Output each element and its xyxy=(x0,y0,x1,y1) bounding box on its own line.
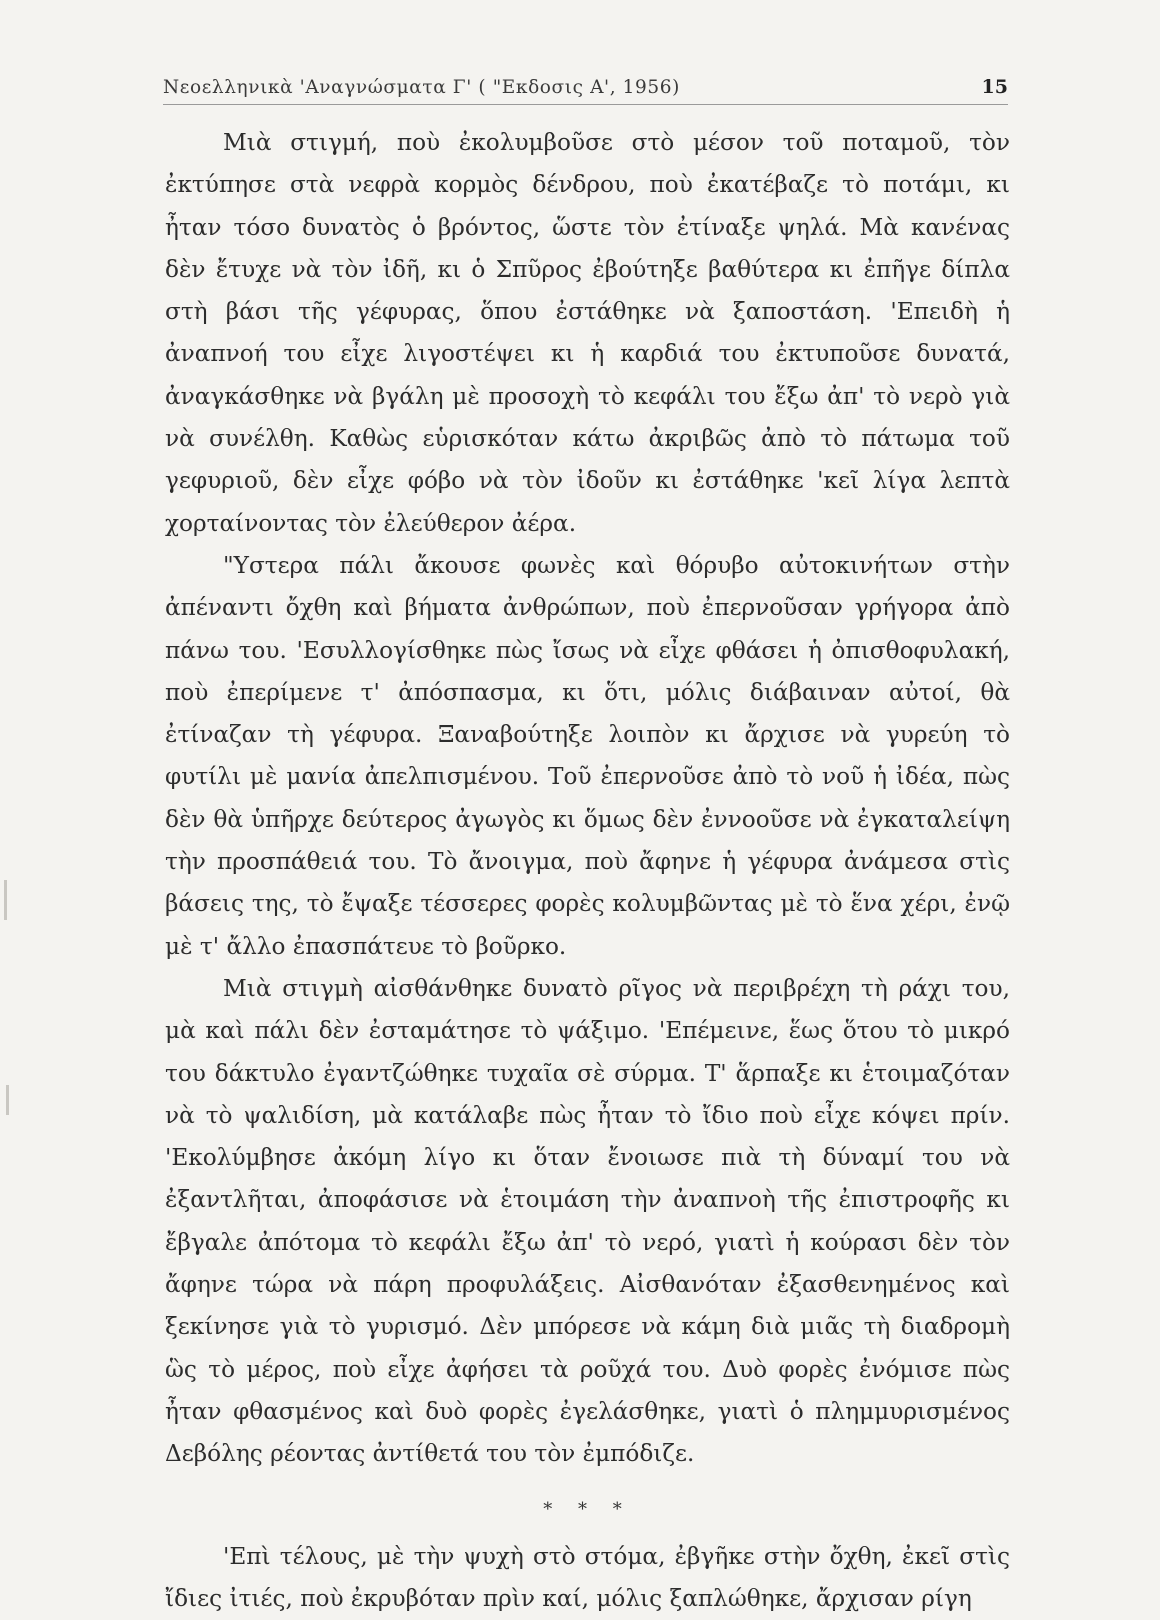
body-text xyxy=(165,122,1010,1620)
paragraph-3: Μιὰ στιγμὴ αἰσθάνθηκε δυνατὸ ρῖγος νὰ περιβρέχη τὴ ράχι του, μὰ καὶ πάλι δὲν ἐσταμάτησε τὸ ψάξιμο. 'Επέμεινε, ἕως ὅτου τὸ μικρό του δάκτυλο ἐγαντζώθηκε τυχαῖα σὲ σύρμα. Τ' ἅρπαξε κι ἑτοιμαζόταν νὰ τὸ ψαλιδίση, μὰ κατάλαβε πὼς ἦταν τὸ ἴδιο ποὺ εἶχε κόψει πρίν. 'Εκολύμβησε ἀκόμη λίγο κι ὅταν ἔνοιωσε πιὰ τὴ δύναμί του νὰ ἐξαντλῆται, ἀποφάσισε νὰ ἑτοιμάση τὴν ἀναπνοὴ τῆς ἐπιστροφῆς κι ἔβγαλε ἀπότομα τὸ κεφάλι ἔξω ἀπ' τὸ νερό, γιατὶ ἡ κούρασι δὲν τὸν ἄφηνε τώρα νὰ πάρη προφυλάξεις. Αἰσθανόταν ἐξασθενημένος καὶ ξεκίνησε γιὰ τὸ γυρισμό. Δὲν μπόρεσε νὰ κάμη διὰ μιᾶς τὴ διαδρομὴ ὣς τὸ μέρος, ποὺ εἶχε ἀφήσει τὰ ροῦχά του. Δυὸ φορὲς ἐνόμισε πὼς ἦταν φθασμένος καὶ δυὸ φορὲς ἐγελάσθηκε, γιατὶ ὁ πλημμυρισμένος Δεβόλης ρέοντας ἀντίθετά του τὸν ἐμπόδιζε. xyxy=(165,968,1010,1476)
scan-edge-mark xyxy=(4,880,7,920)
paragraph-4: 'Επὶ τέλους, μὲ τὴν ψυχὴ στὸ στόμα, ἐβγῆκε στὴν ὄχθη, ἐκεῖ στὶς ἴδιες ἰτιές, ποὺ ἐκρυβόταν πρὶν καί, μόλις ξαπλώθηκε, ἄρχισαν ρίγη xyxy=(165,1536,1010,1620)
scan-edge-mark xyxy=(6,1085,9,1115)
paragraph-2: "Υστερα πάλι ἄκουσε φωνὲς καὶ θόρυβο αὐτοκινήτων στὴν ἀπέναντι ὄχθη καὶ βήματα ἀνθρώπων, ποὺ ἐπερνοῦσαν γρήγορα ἀπὸ πάνω του. 'Εσυλλογίσθηκε πὼς ἴσως νὰ εἶχε φθάσει ἡ ὀπισθοφυλακή, ποὺ ἐπερίμενε τ' ἀπόσπασμα, κι ὅτι, μόλις διάβαιναν αὐτοί, θὰ ἐτίναζαν τὴ γέφυρα. Ξαναβούτηξε λοιπὸν κι ἄρχισε νὰ γυρεύη τὸ φυτίλι μὲ μανία ἀπελπισμένου. Τοῦ ἐπερνοῦσε ἀπὸ τὸ νοῦ ἡ ἰδέα, πὼς δὲν θὰ ὑπῆρχε δεύτερος ἀγωγὸς κι ὅμως δὲν ἐννοοῦσε νὰ ἐγκαταλείψη τὴν προσπάθειά του. Τὸ ἄνοιγμα, ποὺ ἄφηνε ἡ γέφυρα ἀνάμεσα στὶς βάσεις της, τὸ ἔψαξε τέσσερες φορὲς κολυμβῶντας μὲ τὸ ἕνα χέρι, ἐνῷ μὲ τ' ἄλλο ἐπασπάτευε τὸ βοῦρκο. xyxy=(165,545,1010,968)
paragraph-1: Μιὰ στιγμή, ποὺ ἐκολυμβοῦσε στὸ μέσον τοῦ ποταμοῦ, τὸν ἐκτύπησε στὰ νεφρὰ κορμὸς δένδρου, ποὺ ἐκατέβαζε τὸ ποτάμι, κι ἦταν τόσο δυνατὸς ὁ βρόντος, ὥστε τὸν ἐτίναξε ψηλά. Μὰ κανένας δὲν ἔτυχε νὰ τὸν ἰδῆ, κι ὁ Σπῦρος ἐβούτηξε βαθύτερα κι ἐπῆγε δίπλα στὴ βάσι τῆς γέφυρας, ὅπου ἐστάθηκε νὰ ξαποστάση. 'Επειδὴ ἡ ἀναπνοή του εἶχε λιγοστέψει κι ἡ καρδιά του ἐκτυποῦσε δυνατά, ἀναγκάσθηκε νὰ βγάλη μὲ προσοχὴ τὸ κεφάλι του ἔξω ἀπ' τὸ νερὸ γιὰ νὰ συνέλθη. Καθὼς εὑρισκόταν κάτω ἀκριβῶς ἀπὸ τὸ πάτωμα τοῦ γεφυριοῦ, δὲν εἶχε φόβο νὰ τὸν ἰδοῦν κι ἐστάθηκε 'κεῖ λίγα λεπτὰ χορταίνοντας τὸν ἐλεύθερον ἀέρα. xyxy=(165,122,1010,545)
running-title: Νεοελληνικὰ 'Αναγνώσματα Γ' ( "Εκδοσις Α', 1956) xyxy=(163,77,680,98)
page-number: 15 xyxy=(982,76,1008,98)
running-head xyxy=(163,58,1008,105)
section-separator: * * * xyxy=(165,1484,1010,1536)
